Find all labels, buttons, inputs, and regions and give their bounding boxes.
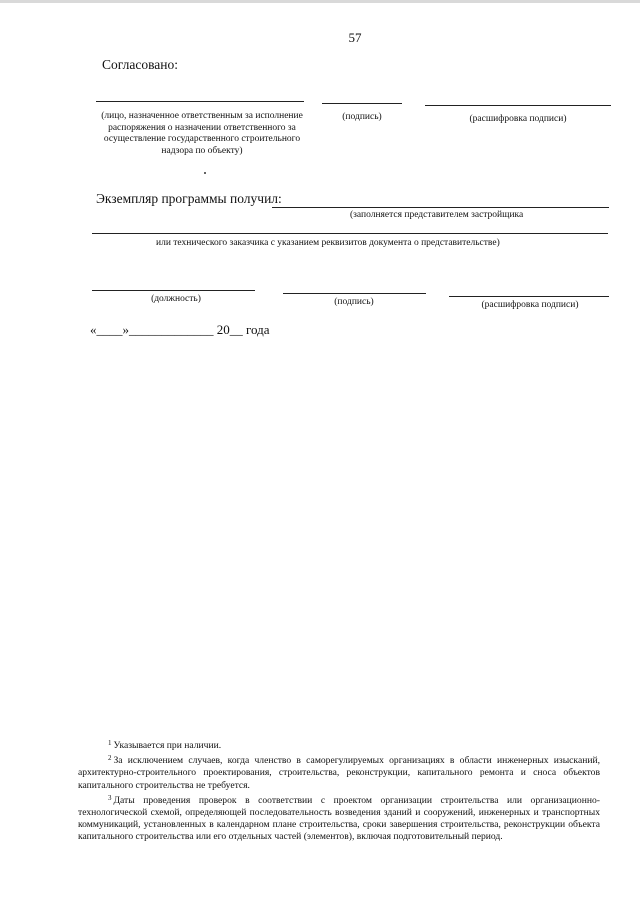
footnotes [78, 737, 600, 844]
representative-details-line [92, 233, 608, 234]
position-line [92, 290, 255, 291]
footnote-number: 1 [108, 739, 112, 747]
program-received-line [272, 207, 609, 208]
position-caption: (должность) [151, 294, 201, 304]
signature-line-2 [283, 293, 426, 294]
transcript-line-1 [425, 105, 611, 106]
signature-line-1 [322, 103, 402, 104]
date-line: «____»_____________ 20__ года [90, 322, 270, 337]
page-top-edge [0, 0, 640, 3]
agreed-label: Согласовано: [102, 57, 178, 72]
footnote-number: 3 [108, 793, 112, 802]
signature-caption-1: (подпись) [342, 112, 382, 122]
program-received-caption-2: или технического заказчика с указанием реквизитов документа о представительстве) [156, 238, 500, 248]
footnote-number: 2 [108, 754, 112, 763]
transcript-line-2 [449, 296, 609, 297]
footnote-2 [78, 752, 600, 792]
footnote-text: Даты проведения проверок в соответствии с проектом организации строительства или организационно-технологической схемой, определяющей последовательность возведения зданий и сооружений, инженерных и транспортных коммуникаций, установленных в календарном плане строительства, сроки завершения строительства, реконструкции объекта капитального строительства или его отдельных частей (элементов), включая подготовительный период. [78, 794, 600, 843]
transcript-caption-1: (расшифровка подписи) [469, 114, 567, 124]
page-number: 57 [348, 30, 362, 45]
footnote-3 [78, 792, 600, 844]
footnote-text: За исключением случаев, когда членство в саморегулируемых организациях в области инженерных изысканий, архитектурно-строительного проектирования, строительства, реконструкции, капитального ремонта и сноса объектов капитального строительства не требуется. [78, 755, 600, 791]
responsible-person-line [96, 101, 304, 102]
footnote-1 [78, 737, 600, 752]
program-received-caption-1: (заполняется представителем застройщика [350, 210, 524, 220]
signature-caption-2: (подпись) [334, 297, 374, 307]
program-received-label: Экземпляр программы получил: [96, 191, 282, 206]
footnote-text: Указывается при наличии. [113, 740, 222, 751]
transcript-caption-2: (расшифровка подписи) [481, 300, 579, 310]
ink-dot [204, 172, 206, 174]
responsible-person-caption: (лицо, назначенное ответственным за исполнение распоряжения о назначении ответственного за осуществление государственного строительного надзора по объекту) [101, 111, 303, 156]
